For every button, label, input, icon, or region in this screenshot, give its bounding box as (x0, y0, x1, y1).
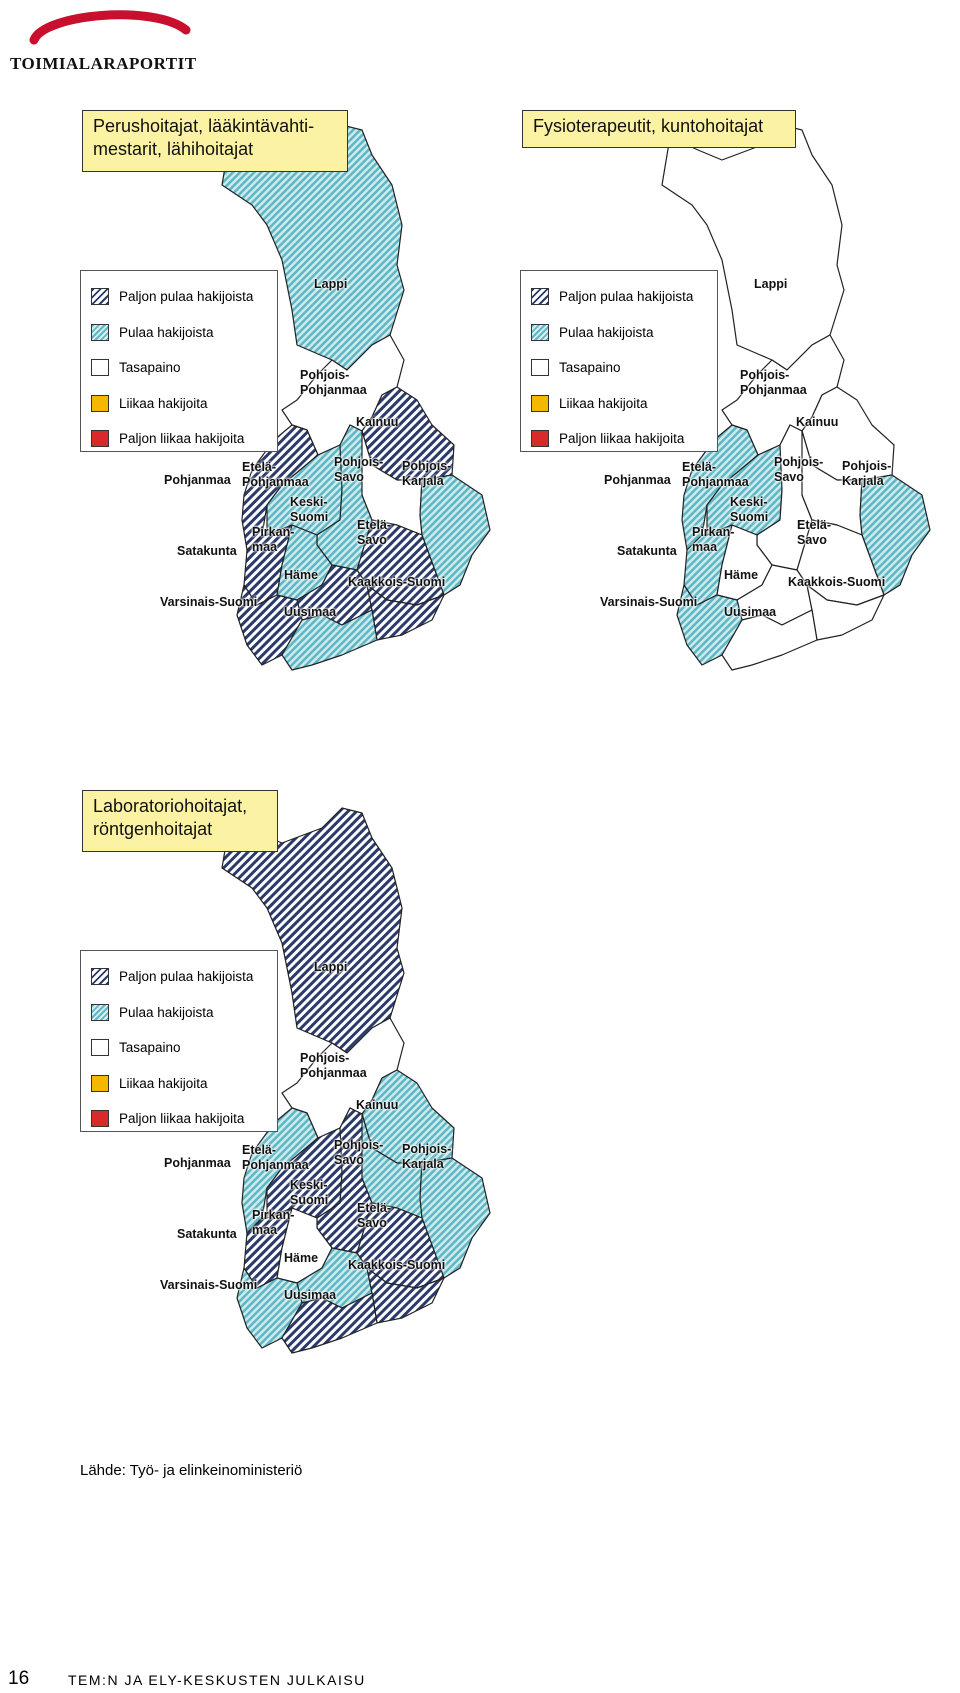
region-label: Satakunta (177, 1227, 237, 1241)
legend-item (91, 1030, 267, 1066)
region-label: Pohjois- Savo (334, 455, 384, 484)
region-label: Pohjois- Savo (334, 1138, 384, 1167)
footer-publication: TEM:N JA ELY-KESKUSTEN JULKAISU (68, 1672, 366, 1688)
region-label: Pohjois- Karjala (402, 459, 452, 488)
region-label: Lappi (754, 277, 788, 291)
region-label: Kaakkois-Suomi (348, 1258, 446, 1272)
region-label: Keski- Suomi (730, 495, 769, 524)
region-label: Pohjois- Karjala (842, 459, 892, 488)
legend-label: Paljon pulaa hakijoista (119, 289, 254, 305)
legend-label: Paljon liikaa hakijoita (559, 431, 685, 447)
region-label: Pirkan- maa (252, 1208, 295, 1237)
region-label: Kainuu (356, 1098, 399, 1112)
legend-label: Tasapaino (119, 360, 181, 376)
region-label: Pohjois- Pohjanmaa (300, 1051, 367, 1080)
logo-text: TOIMIALARAPORTIT (10, 54, 197, 73)
page-number: 16 (8, 1668, 30, 1689)
region-label: Varsinais-Suomi (160, 595, 258, 609)
region-label: Pohjois- Pohjanmaa (740, 368, 807, 397)
region-label: Etelä- Savo (797, 518, 832, 547)
legend-label: Liikaa hakijoita (119, 395, 208, 411)
legend-label: Paljon pulaa hakijoista (559, 289, 694, 305)
region-label: Pohjanmaa (164, 473, 231, 487)
region-label: Kainuu (796, 415, 839, 429)
region-label: Uusimaa (724, 605, 777, 619)
legend-item (91, 1066, 267, 1102)
region-label: Kaakkois-Suomi (348, 575, 446, 589)
region-label: Pirkan- maa (692, 525, 735, 554)
region-label: Häme (284, 1251, 319, 1265)
region-label: Uusimaa (284, 605, 337, 619)
region-label: Pohjois- Savo (774, 455, 824, 484)
region-label: Uusimaa (284, 1288, 337, 1302)
legend-item (91, 1101, 267, 1137)
map-title: Fysioterapeutit, kuntohoitajat (522, 110, 796, 148)
region-label: Etelä- Pohjanmaa (242, 460, 309, 489)
legend-swatch (91, 968, 109, 985)
map-title: Laboratoriohoitajat, röntgenhoitajat (82, 790, 278, 852)
region-label: Häme (284, 568, 319, 582)
region-label: Kainuu (356, 415, 399, 429)
region-label: Pirkan- maa (252, 525, 295, 554)
region-label: Etelä- Pohjanmaa (242, 1143, 309, 1172)
region-label: Lappi (314, 960, 348, 974)
legend-label: Paljon liikaa hakijoita (119, 1111, 245, 1127)
region-label: Pohjanmaa (164, 1156, 231, 1170)
legend-label: Paljon pulaa hakijoista (119, 969, 254, 985)
legend-label: Liikaa hakijoita (119, 1075, 208, 1091)
legend-label: Pulaa hakijoista (119, 1004, 214, 1020)
region-label: Etelä- Pohjanmaa (682, 460, 749, 489)
region-label: Pohjois- Karjala (402, 1142, 452, 1171)
region-label: Kaakkois-Suomi (788, 575, 886, 589)
source-note: Lähde: Työ- ja elinkeinoministeriö (80, 1462, 303, 1479)
legend-item (91, 959, 267, 995)
region-label: Pohjanmaa (604, 473, 671, 487)
legend-label: Tasapaino (559, 360, 621, 376)
legend-swatch (91, 1004, 109, 1021)
legend-swatch (91, 1039, 109, 1056)
legend-label: Liikaa hakijoita (559, 395, 648, 411)
region-label: Lappi (314, 277, 348, 291)
region-label: Etelä- Savo (357, 518, 392, 547)
legend-label: Pulaa hakijoista (559, 324, 654, 340)
region-label: Häme (724, 568, 759, 582)
legend-swatch (91, 1110, 109, 1127)
region-label: Pohjois- Pohjanmaa (300, 368, 367, 397)
region-label: Varsinais-Suomi (600, 595, 698, 609)
map-title: Perushoitajat, lääkintävahti- mestarit, lähihoitajat (82, 110, 348, 172)
region-label: Keski- Suomi (290, 1178, 329, 1207)
map-legend (80, 950, 278, 1132)
legend-item (91, 995, 267, 1031)
region-label: Satakunta (617, 544, 677, 558)
region-label: Etelä- Savo (357, 1201, 392, 1230)
legend-label: Pulaa hakijoista (119, 324, 214, 340)
legend-swatch (91, 1075, 109, 1092)
region-label: Keski- Suomi (290, 495, 329, 524)
region-label: Varsinais-Suomi (160, 1278, 258, 1292)
region-label: Satakunta (177, 544, 237, 558)
legend-label: Paljon liikaa hakijoita (119, 431, 245, 447)
legend-label: Tasapaino (119, 1040, 181, 1056)
